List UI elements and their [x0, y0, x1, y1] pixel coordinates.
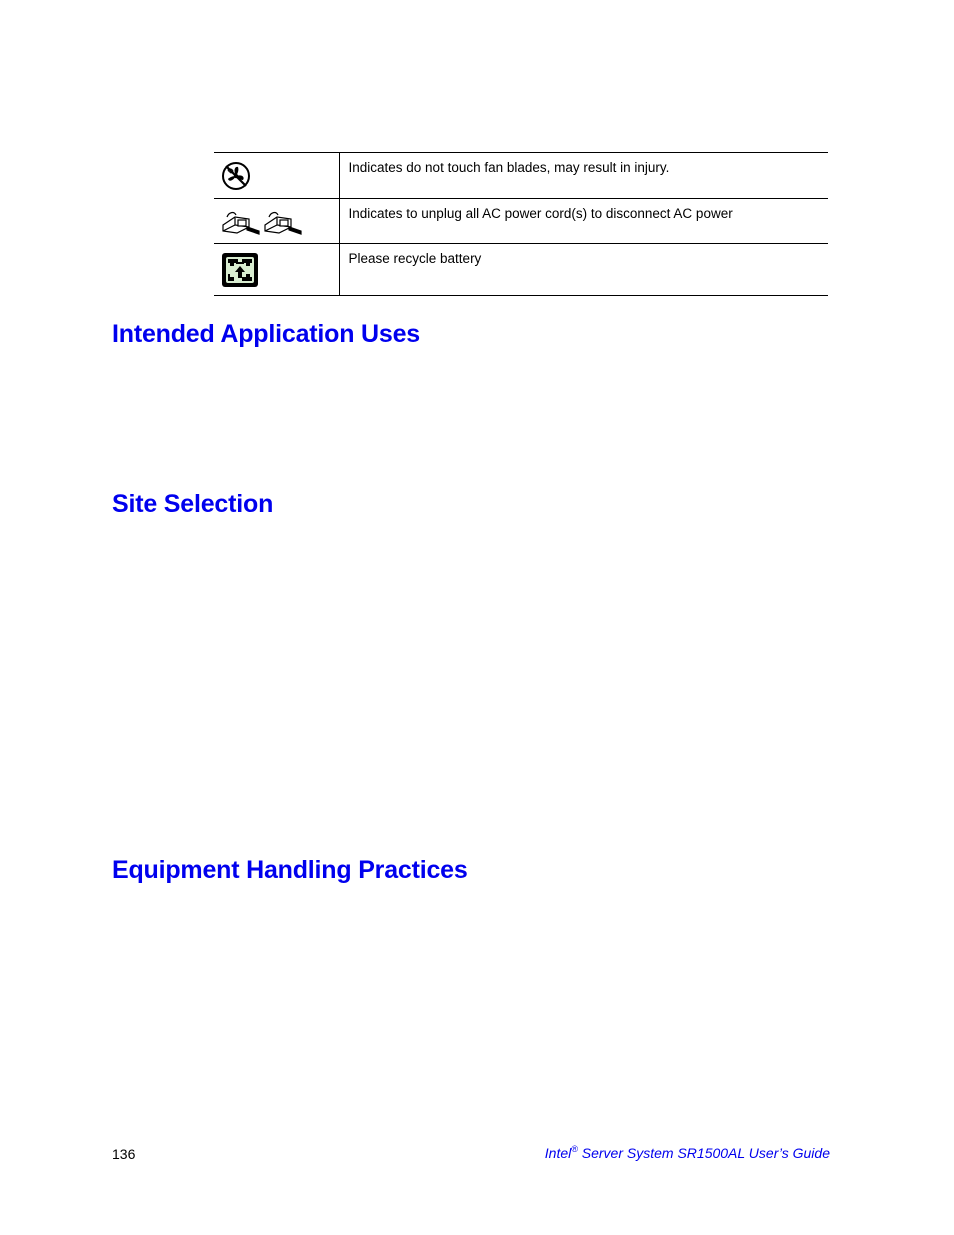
- unplug-power-cords-icon: [221, 207, 307, 235]
- table-row: [214, 199, 828, 244]
- symbol-description: Indicates do not touch fan blades, may result in injury.: [339, 153, 828, 199]
- brand-name: Intel: [544, 1145, 572, 1161]
- table-row: [214, 244, 828, 296]
- recycle-battery-icon: [221, 252, 259, 288]
- page-number: 136: [112, 1146, 136, 1162]
- registered-mark: ®: [571, 1144, 578, 1154]
- icon-cell: [214, 199, 339, 244]
- table-row: [214, 153, 828, 199]
- document-title-text: Server System SR1500AL User’s Guide: [577, 1145, 830, 1161]
- icon-cell: [214, 244, 339, 296]
- section-heading-equipment-handling-practices: Equipment Handling Practices: [112, 856, 468, 884]
- safety-symbols-table: [214, 152, 828, 296]
- symbol-description: Indicates to unplug all AC power cord(s) to disconnect AC power: [339, 199, 828, 244]
- document-title: [545, 1144, 830, 1161]
- section-heading-site-selection: Site Selection: [112, 490, 274, 518]
- symbol-description: Please recycle battery: [339, 244, 828, 296]
- no-touch-fan-icon: [221, 161, 253, 191]
- section-heading-intended-application-uses: Intended Application Uses: [112, 320, 421, 348]
- icon-cell: [214, 153, 339, 199]
